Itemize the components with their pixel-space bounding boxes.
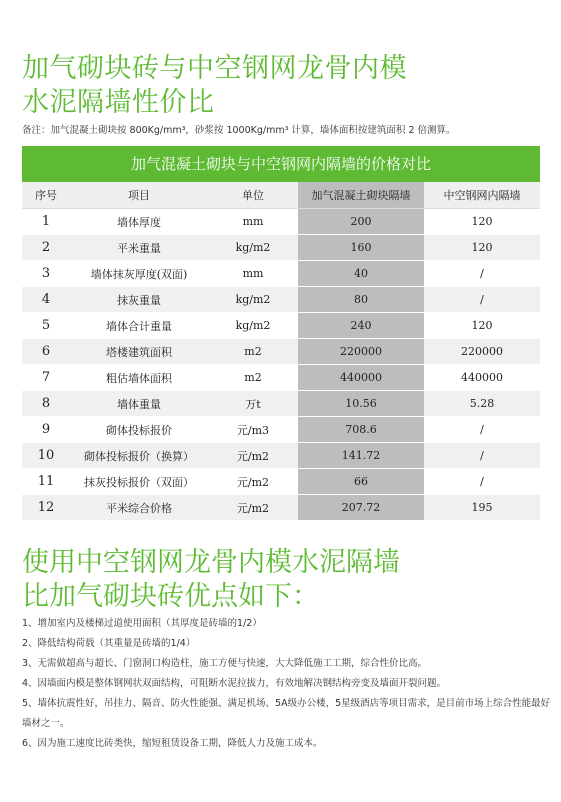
row-aerated-value: 220000	[298, 339, 424, 365]
row-steel-value: /	[424, 261, 540, 287]
page-title	[22, 52, 407, 120]
row-aerated-value: 10.56	[298, 391, 424, 417]
header-index: 序号	[22, 182, 70, 209]
row-steel-value: 120	[424, 209, 540, 235]
row-aerated-value: 66	[298, 469, 424, 495]
row-steel-value: /	[424, 469, 540, 495]
row-unit: 万t	[208, 391, 298, 417]
row-steel-value: 120	[424, 313, 540, 339]
table-row	[22, 365, 540, 391]
row-aerated-value: 160	[298, 235, 424, 261]
row-index: 1	[22, 209, 70, 235]
row-steel-value: /	[424, 287, 540, 313]
row-steel-value: 5.28	[424, 391, 540, 417]
row-item: 抹灰重量	[70, 287, 208, 313]
table-row	[22, 235, 540, 261]
advantages-list	[22, 614, 552, 754]
row-item: 平米重量	[70, 235, 208, 261]
row-unit: kg/m2	[208, 313, 298, 339]
row-steel-value: /	[424, 417, 540, 443]
comparison-grid	[22, 182, 540, 521]
row-index: 11	[22, 469, 70, 495]
row-item: 粗估墙体面积	[70, 365, 208, 391]
table-row	[22, 469, 540, 495]
row-item: 墙体合计重量	[70, 313, 208, 339]
row-aerated-value: 708.6	[298, 417, 424, 443]
advantages-title	[22, 546, 400, 614]
advantages-title-line2: 比加气砌块砖优点如下：	[22, 581, 319, 612]
page-title-line2: 水泥隔墙性价比	[22, 87, 215, 118]
row-item: 平米综合价格	[70, 495, 208, 521]
row-item: 墙体抹灰厚度(双面)	[70, 261, 208, 287]
header-steel-mesh: 中空钢网内隔墙	[424, 182, 540, 209]
header-item: 项目	[70, 182, 208, 209]
row-aerated-value: 200	[298, 209, 424, 235]
row-index: 12	[22, 495, 70, 521]
table-row	[22, 313, 540, 339]
table-row	[22, 261, 540, 287]
page-title-line1: 加气砌块砖与中空钢网龙骨内模	[22, 53, 407, 84]
list-item: 5、墙体抗震性好，吊挂力、隔音、防火性能强、满足机场、5A级办公楼，5星级酒店等项目需求，是目前市场上综合性能最好墙材之一。	[22, 698, 551, 729]
row-aerated-value: 141.72	[298, 443, 424, 469]
row-unit: 元/m2	[208, 443, 298, 469]
row-index: 9	[22, 417, 70, 443]
row-unit: m2	[208, 365, 298, 391]
table-row	[22, 339, 540, 365]
remark-note: 备注：加气混凝土砌块按 800Kg/mm³，砂浆按 1000Kg/mm³ 计算，墙体面积按建筑面积 2 倍测算。	[22, 125, 456, 136]
row-index: 2	[22, 235, 70, 261]
row-steel-value: 120	[424, 235, 540, 261]
table-row	[22, 287, 540, 313]
row-steel-value: 220000	[424, 339, 540, 365]
row-aerated-value: 240	[298, 313, 424, 339]
row-unit: mm	[208, 209, 298, 235]
list-item: 2、降低结构荷载（其重量是砖墙的1/4）	[22, 638, 196, 649]
row-unit: kg/m2	[208, 235, 298, 261]
row-item: 墙体重量	[70, 391, 208, 417]
row-item: 墙体厚度	[70, 209, 208, 235]
table-row	[22, 391, 540, 417]
header-unit: 单位	[208, 182, 298, 209]
table-row	[22, 417, 540, 443]
row-aerated-value: 80	[298, 287, 424, 313]
header-aerated-block: 加气混凝土砌块隔墙	[298, 182, 424, 209]
row-aerated-value: 440000	[298, 365, 424, 391]
row-steel-value: 440000	[424, 365, 540, 391]
row-index: 5	[22, 313, 70, 339]
row-steel-value: /	[424, 443, 540, 469]
row-item: 砌体投标报价（换算）	[70, 443, 208, 469]
row-unit: 元/m2	[208, 495, 298, 521]
row-aerated-value: 40	[298, 261, 424, 287]
table-row	[22, 443, 540, 469]
row-item: 抹灰投标报价（双面）	[70, 469, 208, 495]
row-item: 砌体投标报价	[70, 417, 208, 443]
table-caption: 加气混凝土砌块与中空钢网内隔墙的价格对比	[22, 146, 540, 182]
row-unit: kg/m2	[208, 287, 298, 313]
row-index: 10	[22, 443, 70, 469]
advantages-title-line1: 使用中空钢网龙骨内模水泥隔墙	[22, 547, 400, 578]
table-header-row	[22, 182, 540, 209]
row-item: 塔楼建筑面积	[70, 339, 208, 365]
row-index: 6	[22, 339, 70, 365]
price-comparison-table	[22, 146, 540, 521]
row-steel-value: 195	[424, 495, 540, 521]
row-unit: mm	[208, 261, 298, 287]
list-item: 3、无需做超高与超长、门窗洞口构造柱，施工方便与快速，大大降低施工工期，综合性价比高。	[22, 658, 428, 669]
list-item: 1、增加室内及楼梯过道使用面积（其厚度是砖墙的1/2）	[22, 618, 262, 629]
list-item: 4、因墙面内模是整体钢网状双面结构，可阻断水泥拉拔力，有效地解决钢结构旁变及墙面开裂问题。	[22, 678, 447, 689]
row-unit: 元/m3	[208, 417, 298, 443]
row-index: 3	[22, 261, 70, 287]
table-row	[22, 495, 540, 521]
row-index: 7	[22, 365, 70, 391]
row-unit: m2	[208, 339, 298, 365]
table-row	[22, 209, 540, 235]
row-aerated-value: 207.72	[298, 495, 424, 521]
row-index: 4	[22, 287, 70, 313]
row-unit: 元/m2	[208, 469, 298, 495]
list-item: 6、因为施工速度比砖类快，缩短租赁设备工期，降低人力及施工成本。	[22, 738, 323, 749]
row-index: 8	[22, 391, 70, 417]
